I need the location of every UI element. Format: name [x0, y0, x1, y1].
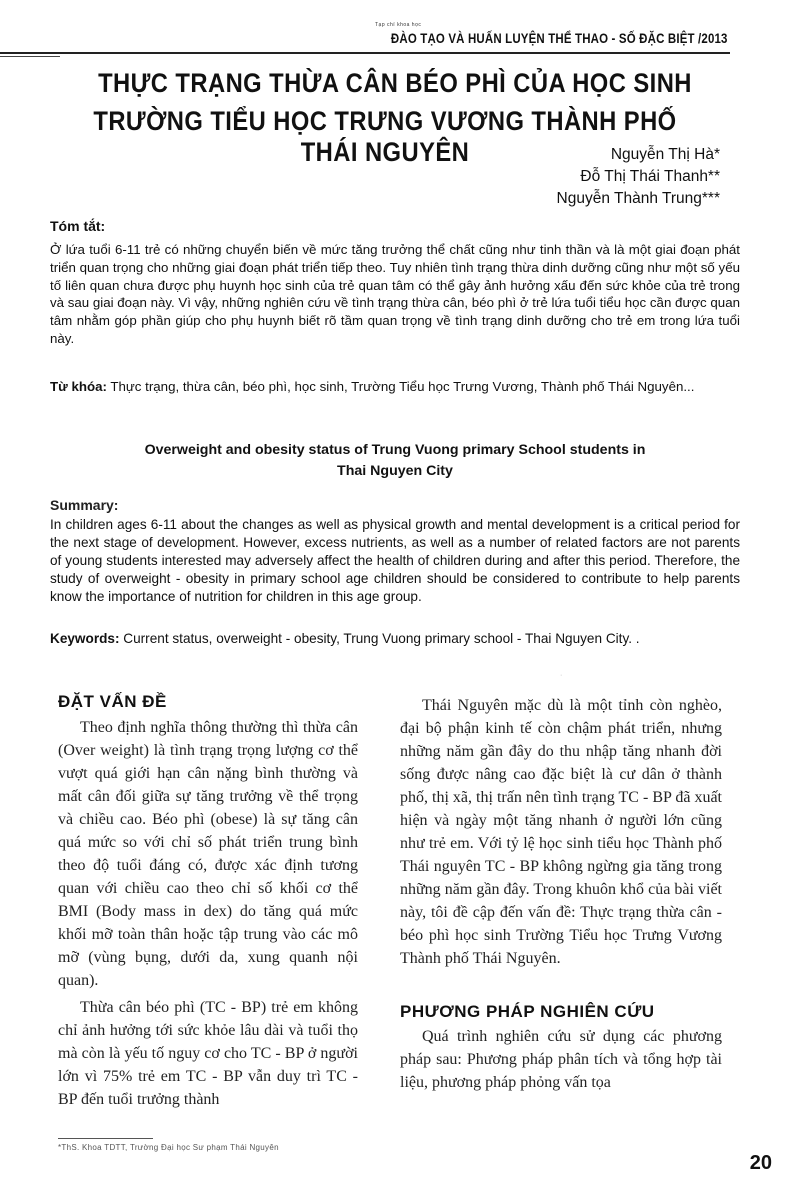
- header-rule: [0, 52, 730, 54]
- footnote: *ThS. Khoa TDTT, Trường Đại học Sư phạm Thái Nguyên: [58, 1143, 279, 1152]
- abstract-vi-text: Ở lứa tuổi 6-11 trẻ có những chuyển biến về mức tăng trưởng thể chất cũng như tinh thần và là một giai đoạn phát triển quan trọng cho những giai đoạn phát triển tiếp theo. Tuy nhiên tình trạng thừa dinh dưỡng cũng như một số yếu tố liên quan chưa được phụ huynh học sinh của trẻ quan tâm có thể gây ảnh hưởng xấu đến sức khỏe của trẻ trong và sau giai đoạn này. Vì vậy, những nghiên cứu về tình trạng thừa cân, béo phì ở trẻ lứa tuổi tiểu học cần được quan tâm nhằm góp phần giúp cho phụ huynh biết rõ tầm quan trọng về tình trạng dinh dưỡng cho trẻ em trong lứa tuổi này.: [50, 242, 740, 346]
- column-left: [58, 716, 358, 1111]
- section-heading-methods: PHƯƠNG PHÁP NGHIÊN CỨU: [400, 1002, 655, 1021]
- keywords-vi-label: Từ khóa:: [50, 379, 107, 394]
- summary-text: In children ages 6-11 about the changes as well as physical growth and mental development is a critical period for the next stage of development. However, excess nutrients, as well as a number of related factors are not parents of young students interested may adversely affect the health of children during and after this period. Therefore, the study of overweight - obesity in primary school age children should be considered to contribute to help parents know the importance of nutrition for children in this age group.: [50, 517, 740, 604]
- footnote-rule: [58, 1138, 153, 1139]
- intro-paragraph-2: Thừa cân béo phì (TC - BP) trẻ em không chỉ ảnh hưởng tới sức khỏe lâu dài và tuổi thọ mà còn là yếu tố nguy cơ cho TC - BP ở người lớn vì 75% trẻ em TC - BP vẫn duy trì TC - BP đến tuổi trưởng thành: [58, 999, 358, 1108]
- author-3: Nguyễn Thành Trung***: [556, 190, 720, 207]
- keywords-vi: [50, 378, 740, 396]
- page-number: 20: [749, 1152, 772, 1174]
- keywords-vi-text: Thực trạng, thừa cân, béo phì, học sinh, Trường Tiểu học Trưng Vương, Thành phố Thái Nguyên...: [110, 379, 695, 394]
- article-title-line1: THỰC TRẠNG THỪA CÂN BÉO PHÌ CỦA HỌC SINH: [98, 68, 692, 98]
- author-2: Đỗ Thị Thái Thanh**: [580, 168, 720, 185]
- intro-paragraph-3: Thái Nguyên mặc dù là một tỉnh còn nghèo, đại bộ phận kinh tế còn chậm phát triển, nhưng những năm gần đây do thu nhập tăng nhanh đời sống được nâng cao đặc biệt là cư dân ở thành phố, thị xã, thị trấn nên tình trạng TC - BP đã xuất hiện và ngày một tăng nhanh ở người lớn cũng như trẻ em. Với tỷ lệ học sinh tiểu học Thành phố Thái nguyên TC - BP không ngừng gia tăng trong những năm gần đây. Trong khuôn khổ của bài viết này, tôi đề cập đến vấn đề: Thực trạng thừa cân - béo phì học sinh Trường Tiểu học Trưng Vương Thành phố Thái Nguyên.: [400, 697, 722, 967]
- section-heading-intro: ĐẶT VẤN ĐỀ: [58, 692, 167, 711]
- header-rule-thin: [0, 56, 60, 57]
- keywords-en: [50, 629, 740, 648]
- intro-paragraph-1: Theo định nghĩa thông thường thì thừa cân (Over weight) là tình trạng trọng lượng cơ thể vượt quá giới hạn cân nặng bình thường và mất cân đối giữa sự tăng trưởng về thể trọng và chiều cao. Béo phì (obese) là sự tăng cân quá mức so với chỉ số phát triển trung bình theo độ tuổi đáng có, được xác định tương quan với chiều cao theo chỉ số khối cơ thể BMI (Body mass in dex) do tăng quá mức khối mỡ toàn thân hoặc tập trung vào các mô mỡ (vùng bụng, dưới da, xung quanh nội quan).: [58, 719, 358, 989]
- column-right-methods: [400, 1025, 722, 1094]
- journal-header: ĐÀO TẠO VÀ HUẤN LUYỆN THỂ THAO - SỐ ĐẶC BIỆT /2013: [391, 30, 728, 46]
- author-1: Nguyễn Thị Hà*: [610, 146, 720, 163]
- methods-paragraph-1: Quá trình nghiên cứu sử dụng các phương pháp sau: Phương pháp phân tích và tổng hợp tài liệu, phương pháp phỏng vấn tọa: [400, 1028, 722, 1091]
- abstract-vi-label: Tóm tắt:: [50, 218, 106, 234]
- journal-small-label: Tạp chí khoa học: [375, 22, 422, 28]
- english-title-line2: Thai Nguyen City: [337, 463, 453, 479]
- article-title-line2: TRƯỜNG TIỂU HỌC TRƯNG VƯƠNG THÀNH PHỐ THÁI NGUYÊN: [93, 106, 677, 167]
- summary-label: Summary:: [50, 497, 119, 513]
- scan-speck: ·: [560, 672, 563, 679]
- keywords-en-text: Current status, overweight - obesity, Trung Vuong primary school - Thai Nguyen City. .: [123, 631, 640, 646]
- keywords-en-label: Keywords:: [50, 631, 120, 646]
- english-title: [60, 440, 730, 482]
- english-title-line1: Overweight and obesity status of Trung Vuong primary School students in: [144, 442, 646, 458]
- column-right: [400, 694, 722, 970]
